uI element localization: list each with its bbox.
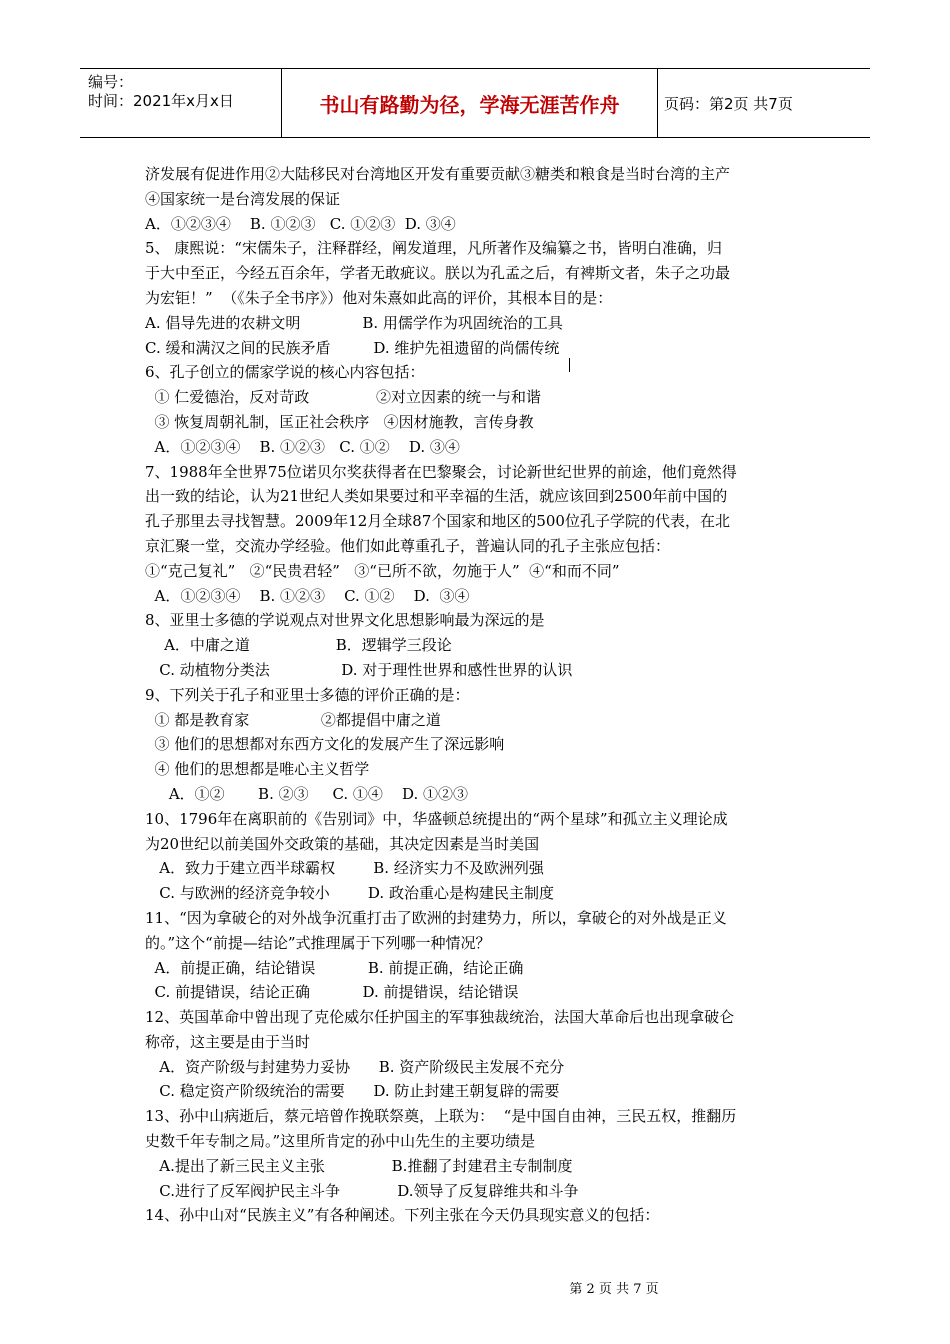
- text-line: ④ 他们的思想都是唯心主义哲学: [145, 760, 370, 779]
- header-page-label: 页码：第2页 共7页: [664, 94, 793, 113]
- question-7: 7、1988年全世界75位诺贝尔奖获得者在巴黎聚会，讨论新世纪世界的前途，他们竟然得: [145, 462, 737, 481]
- question-14: 14、孙中山对“民族主义”有各种阐述。下列主张在今天仍具现实意义的包括：: [145, 1206, 660, 1225]
- answer-options: C. 缓和满汉之间的民族矛盾 D. 维护先祖遗留的尚儒传统: [145, 338, 560, 357]
- header-info: [80, 69, 282, 137]
- text-line: 为20世纪以前美国外交政策的基础，其决定因素是当时美国: [145, 834, 540, 853]
- question-9: 9、下列关于孔子和亚里士多德的评价正确的是：: [145, 685, 470, 704]
- text-line: ③ 恢复周朝礼制，匡正社会秩序 ④因材施教，言传身教: [145, 412, 534, 431]
- text-line: 称帝，这主要是由于当时: [145, 1032, 311, 1051]
- document-number-label: 编号：: [88, 73, 134, 91]
- question-5: 5、 康熙说：“宋儒朱子，注释群经，阐发道理，凡所著作及编纂之书，皆明白准确，归: [145, 239, 722, 258]
- answer-options: A．①②③④ B. ①②③ C. ①②③ D. ③④: [145, 214, 456, 233]
- header-motto: 书山有路勤为径，学海无涯苦作舟: [282, 69, 658, 137]
- answer-options: C. 与欧洲的经济竞争较小 D. 政治重心是构建民主制度: [145, 884, 554, 903]
- text-line: 于大中至正，今经五百余年，学者无敢疵议。朕以为孔孟之后，有裨斯文者，朱子之功最: [145, 264, 731, 283]
- text-line: 京汇聚一堂，交流办学经验。他们如此尊重孔子，普遍认同的孔子主张应包括：: [145, 536, 671, 555]
- question-11: 11、“因为拿破仑的对外战争沉重打击了欧洲的封建势力，所以，拿破仑的对外战是正义: [145, 908, 727, 927]
- answer-options: A．资产阶级与封建势力妥协 B. 资产阶级民主发展不充分: [145, 1057, 565, 1076]
- text-line: 孔子那里去寻找智慧。2009年12月全球87个国家和地区的500位孔子学院的代表，在北: [145, 512, 730, 531]
- question-8: 8、亚里士多德的学说观点对世界文化思想影响最为深远的是: [145, 611, 545, 630]
- page-footer: 第 2 页 共 7 页: [569, 1282, 659, 1297]
- text-line: ① 仁爱德治，反对苛政 ②对立因素的统一与和谐: [145, 388, 542, 407]
- text-line: 的。”这个“前提—结论”式推理属于下列哪一种情况？: [145, 933, 491, 952]
- answer-options: C. 动植物分类法 D. 对于理性世界和感性世界的认识: [145, 660, 573, 679]
- question-6: 6、孔子创立的儒家学说的核心内容包括：: [145, 363, 425, 382]
- question-12: 12、英国革命中曾出现了克伦威尔任护国主的军事独裁统治，法国大革命后也出现拿破仑: [145, 1008, 735, 1027]
- document-time-label: 时间：2021年x月x日: [88, 92, 234, 110]
- question-13: 13、孙中山病逝后，蔡元培曾作挽联祭奠，上联为： “是中国自由神，三民五权，推翻历: [145, 1107, 737, 1126]
- question-content: [145, 162, 810, 1228]
- answer-options: A. 倡导先进的农耕文明 B. 用儒学作为巩固统治的工具: [145, 313, 563, 332]
- text-line: ① 都是教育家 ②都提倡中庸之道: [145, 710, 441, 729]
- text-line: ③ 他们的思想都对东西方文化的发展产生了深远影响: [145, 735, 505, 754]
- answer-options: C. 稳定资产阶级统治的需要 D. 防止封建王朝复辟的需要: [145, 1082, 560, 1101]
- answer-options: A．致力于建立西半球霸权 B. 经济实力不及欧洲列强: [145, 859, 544, 878]
- question-10: 10、1796年在离职前的《告别词》中，华盛顿总统提出的“两个星球”和孤立主义理论成: [145, 809, 728, 828]
- answer-options: A．①②③④ B. ①②③ C. ①② D. ③④: [145, 586, 470, 605]
- text-cursor-mark: [569, 358, 570, 372]
- answer-options: A．前提正确，结论错误 B. 前提正确，结论正确: [145, 958, 524, 977]
- text-line: 为宏钜！” （《朱子全书序》）他对朱熹如此高的评价，其根本目的是：: [145, 288, 613, 307]
- answer-options: A．①②③④ B. ①②③ C. ①② D. ③④: [145, 437, 460, 456]
- text-line: ④国家统一是台湾发展的保证: [145, 189, 341, 208]
- text-line: 史数千年专制之局。”这里所肯定的孙中山先生的主要功绩是: [145, 1132, 536, 1151]
- answer-options: C.进行了反军阀护民主斗争 D.领导了反复辟维共和斗争: [145, 1181, 579, 1200]
- answer-options: A.提出了新三民主义主张 B.推翻了封建君主专制制度: [145, 1156, 573, 1175]
- answer-options: A．①② B. ②③ C. ①④ D. ①②③: [145, 784, 469, 803]
- answer-options: C. 前提错误，结论正确 D. 前提错误，结论错误: [145, 983, 519, 1002]
- text-line: ①“克己复礼” ②“民贵君轻” ③“已所不欲，勿施于人” ④“和而不同”: [145, 561, 620, 580]
- text-line: 出一致的结论，认为21世纪人类如果要过和平幸福的生活，就应该回到2500年前中国的: [145, 487, 728, 506]
- page-header: [80, 68, 870, 138]
- answer-options: A．中庸之道 B．逻辑学三段论: [145, 636, 452, 655]
- text-line: 济发展有促进作用②大陆移民对台湾地区开发有重要贡献③糖类和粮食是当时台湾的主产: [145, 165, 731, 183]
